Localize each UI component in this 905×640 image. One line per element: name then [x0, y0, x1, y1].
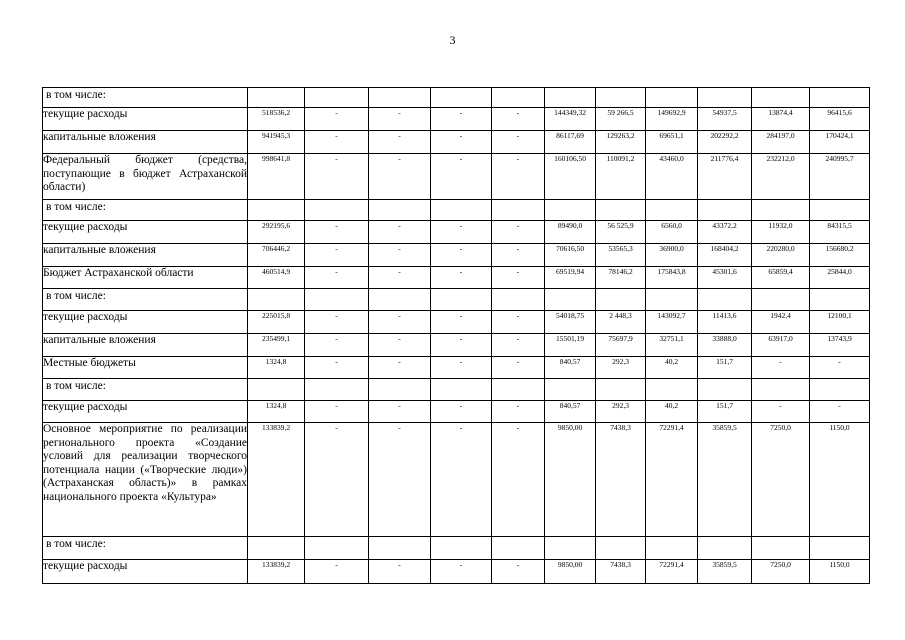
value-cell: 175843,8: [646, 267, 698, 289]
value-cell: 284197,0: [752, 131, 810, 154]
empty-cell: [810, 289, 870, 311]
value-cell: 25844,0: [810, 267, 870, 289]
row-label: текущие расходы: [43, 108, 248, 131]
value-cell: -: [431, 244, 492, 267]
value-cell: 149692,9: [646, 108, 698, 131]
value-cell: 1150,0: [810, 423, 870, 537]
value-cell: -: [810, 401, 870, 423]
empty-cell: [752, 289, 810, 311]
empty-cell: [646, 537, 698, 560]
value-cell: 13874,4: [752, 108, 810, 131]
value-cell: -: [431, 401, 492, 423]
value-cell: 110091,2: [596, 154, 646, 200]
value-cell: 35859,5: [698, 560, 752, 584]
value-cell: -: [431, 131, 492, 154]
value-cell: 11932,0: [752, 221, 810, 244]
empty-cell: [698, 289, 752, 311]
row-label: текущие расходы: [43, 560, 248, 584]
row-label: Федеральный бюджет (средства, поступающие в бюджет Астраханской области): [43, 154, 248, 200]
value-cell: -: [305, 334, 369, 357]
empty-cell: [596, 200, 646, 221]
value-cell: -: [305, 244, 369, 267]
value-cell: 232212,0: [752, 154, 810, 200]
value-cell: 13743,9: [810, 334, 870, 357]
value-cell: -: [492, 334, 545, 357]
value-cell: -: [492, 401, 545, 423]
value-cell: 7250,0: [752, 423, 810, 537]
empty-cell: [810, 537, 870, 560]
empty-cell: [248, 537, 305, 560]
empty-cell: [596, 289, 646, 311]
subheader-label: в том числе:: [43, 88, 248, 108]
empty-cell: [492, 537, 545, 560]
value-cell: -: [492, 108, 545, 131]
table-subheader-row: [43, 537, 870, 560]
value-cell: -: [369, 423, 431, 537]
empty-cell: [810, 200, 870, 221]
value-cell: 59 266,5: [596, 108, 646, 131]
subheader-label: в том числе:: [43, 289, 248, 311]
empty-cell: [248, 88, 305, 108]
value-cell: -: [752, 401, 810, 423]
empty-cell: [545, 88, 596, 108]
value-cell: 156680,2: [810, 244, 870, 267]
empty-cell: [752, 379, 810, 401]
value-cell: 240995,7: [810, 154, 870, 200]
value-cell: -: [492, 221, 545, 244]
value-cell: 2 448,3: [596, 311, 646, 334]
budget-table: [42, 87, 870, 584]
empty-cell: [369, 537, 431, 560]
subheader-label: в том числе:: [43, 379, 248, 401]
value-cell: -: [369, 154, 431, 200]
empty-cell: [492, 200, 545, 221]
value-cell: -: [369, 560, 431, 584]
value-cell: 89490,0: [545, 221, 596, 244]
table-row: [43, 423, 870, 537]
value-cell: 45301,6: [698, 267, 752, 289]
value-cell: -: [369, 401, 431, 423]
row-label: текущие расходы: [43, 311, 248, 334]
value-cell: -: [492, 311, 545, 334]
value-cell: -: [369, 334, 431, 357]
value-cell: -: [431, 560, 492, 584]
value-cell: 998641,8: [248, 154, 305, 200]
value-cell: 72291,4: [646, 560, 698, 584]
table-subheader-row: [43, 200, 870, 221]
value-cell: 86117,69: [545, 131, 596, 154]
row-label: капитальные вложения: [43, 334, 248, 357]
empty-cell: [752, 537, 810, 560]
empty-cell: [248, 379, 305, 401]
empty-cell: [596, 88, 646, 108]
table-subheader-row: [43, 289, 870, 311]
value-cell: 7250,0: [752, 560, 810, 584]
value-cell: 11413,6: [698, 311, 752, 334]
empty-cell: [545, 289, 596, 311]
value-cell: 202292,2: [698, 131, 752, 154]
value-cell: -: [305, 267, 369, 289]
row-label: капитальные вложения: [43, 131, 248, 154]
value-cell: -: [492, 267, 545, 289]
empty-cell: [431, 88, 492, 108]
empty-cell: [698, 200, 752, 221]
value-cell: 170424,1: [810, 131, 870, 154]
value-cell: -: [305, 423, 369, 537]
value-cell: 1324,8: [248, 357, 305, 379]
row-label: Основное мероприятие по реализации регионального проекта «Создание условий для реализации творческого потенциала нации («Творческие люди») (Астраханская область)» в рамках национального проекта «Культура»: [43, 423, 248, 537]
value-cell: 144349,32: [545, 108, 596, 131]
table-row: [43, 357, 870, 379]
value-cell: -: [305, 401, 369, 423]
value-cell: 84315,5: [810, 221, 870, 244]
empty-cell: [646, 289, 698, 311]
value-cell: -: [431, 423, 492, 537]
value-cell: 6560,0: [646, 221, 698, 244]
value-cell: 32751,1: [646, 334, 698, 357]
empty-cell: [431, 289, 492, 311]
value-cell: 70616,50: [545, 244, 596, 267]
value-cell: 151,7: [698, 401, 752, 423]
value-cell: -: [431, 154, 492, 200]
value-cell: -: [369, 131, 431, 154]
table-row: [43, 154, 870, 200]
value-cell: -: [492, 560, 545, 584]
value-cell: -: [431, 108, 492, 131]
value-cell: 220280,0: [752, 244, 810, 267]
value-cell: -: [431, 221, 492, 244]
value-cell: -: [305, 357, 369, 379]
value-cell: 36900,0: [646, 244, 698, 267]
value-cell: -: [752, 357, 810, 379]
value-cell: -: [369, 267, 431, 289]
value-cell: 54937,5: [698, 108, 752, 131]
value-cell: -: [305, 154, 369, 200]
value-cell: 78146,2: [596, 267, 646, 289]
value-cell: -: [431, 267, 492, 289]
value-cell: 292,3: [596, 401, 646, 423]
row-label: текущие расходы: [43, 401, 248, 423]
value-cell: 235499,1: [248, 334, 305, 357]
value-cell: -: [305, 108, 369, 131]
empty-cell: [698, 537, 752, 560]
subheader-label: в том числе:: [43, 200, 248, 221]
value-cell: -: [431, 334, 492, 357]
table-subheader-row: [43, 379, 870, 401]
empty-cell: [431, 200, 492, 221]
table-row: [43, 108, 870, 131]
value-cell: 54018,75: [545, 311, 596, 334]
value-cell: -: [810, 357, 870, 379]
page-number: 3: [449, 33, 456, 47]
row-label: Бюджет Астраханской области: [43, 267, 248, 289]
value-cell: -: [369, 244, 431, 267]
value-cell: 133839,2: [248, 560, 305, 584]
empty-cell: [305, 200, 369, 221]
table-row: [43, 311, 870, 334]
value-cell: 72291,4: [646, 423, 698, 537]
empty-cell: [752, 88, 810, 108]
value-cell: -: [492, 131, 545, 154]
value-cell: 941945,3: [248, 131, 305, 154]
value-cell: 69651,1: [646, 131, 698, 154]
empty-cell: [305, 537, 369, 560]
value-cell: 9850,00: [545, 423, 596, 537]
value-cell: 143092,7: [646, 311, 698, 334]
empty-cell: [248, 200, 305, 221]
value-cell: -: [492, 357, 545, 379]
empty-cell: [545, 537, 596, 560]
table-row: [43, 560, 870, 584]
table-row: [43, 267, 870, 289]
empty-cell: [492, 379, 545, 401]
value-cell: 96415,6: [810, 108, 870, 131]
empty-cell: [545, 379, 596, 401]
empty-cell: [646, 88, 698, 108]
subheader-label: в том числе:: [43, 537, 248, 560]
value-cell: 168404,2: [698, 244, 752, 267]
value-cell: 43460,0: [646, 154, 698, 200]
value-cell: 840,57: [545, 401, 596, 423]
value-cell: 43372,2: [698, 221, 752, 244]
empty-cell: [810, 379, 870, 401]
value-cell: -: [369, 108, 431, 131]
value-cell: -: [492, 423, 545, 537]
empty-cell: [596, 379, 646, 401]
value-cell: 33888,0: [698, 334, 752, 357]
empty-cell: [431, 537, 492, 560]
value-cell: 7438,3: [596, 423, 646, 537]
empty-cell: [492, 289, 545, 311]
empty-cell: [698, 379, 752, 401]
value-cell: -: [305, 221, 369, 244]
value-cell: 518536,2: [248, 108, 305, 131]
table-row: [43, 334, 870, 357]
empty-cell: [646, 379, 698, 401]
value-cell: 9850,00: [545, 560, 596, 584]
value-cell: -: [431, 311, 492, 334]
empty-cell: [492, 88, 545, 108]
value-cell: 56 525,9: [596, 221, 646, 244]
table-row: [43, 221, 870, 244]
value-cell: -: [369, 311, 431, 334]
value-cell: 7438,3: [596, 560, 646, 584]
row-label: Местные бюджеты: [43, 357, 248, 379]
empty-cell: [369, 88, 431, 108]
empty-cell: [752, 200, 810, 221]
value-cell: 151,7: [698, 357, 752, 379]
value-cell: 12100,1: [810, 311, 870, 334]
empty-cell: [305, 379, 369, 401]
value-cell: -: [492, 154, 545, 200]
value-cell: 292,3: [596, 357, 646, 379]
value-cell: 35859,5: [698, 423, 752, 537]
value-cell: 53565,3: [596, 244, 646, 267]
value-cell: -: [305, 560, 369, 584]
value-cell: 40,2: [646, 357, 698, 379]
value-cell: -: [369, 357, 431, 379]
value-cell: 211776,4: [698, 154, 752, 200]
empty-cell: [810, 88, 870, 108]
empty-cell: [646, 200, 698, 221]
empty-cell: [369, 200, 431, 221]
value-cell: 706446,2: [248, 244, 305, 267]
value-cell: -: [492, 244, 545, 267]
value-cell: 1942,4: [752, 311, 810, 334]
empty-cell: [698, 88, 752, 108]
empty-cell: [248, 289, 305, 311]
table-row: [43, 401, 870, 423]
value-cell: -: [305, 311, 369, 334]
empty-cell: [305, 88, 369, 108]
empty-cell: [545, 200, 596, 221]
value-cell: 40,2: [646, 401, 698, 423]
value-cell: -: [431, 357, 492, 379]
empty-cell: [431, 379, 492, 401]
value-cell: 292195,6: [248, 221, 305, 244]
value-cell: 460514,9: [248, 267, 305, 289]
value-cell: 160106,50: [545, 154, 596, 200]
table-row: [43, 131, 870, 154]
value-cell: 840,57: [545, 357, 596, 379]
empty-cell: [369, 289, 431, 311]
value-cell: 1324,8: [248, 401, 305, 423]
value-cell: 69519,94: [545, 267, 596, 289]
table-row: [43, 244, 870, 267]
table-subheader-row: [43, 88, 870, 108]
value-cell: 65859,4: [752, 267, 810, 289]
value-cell: 15501,19: [545, 334, 596, 357]
empty-cell: [305, 289, 369, 311]
empty-cell: [596, 537, 646, 560]
value-cell: 133839,2: [248, 423, 305, 537]
row-label: капитальные вложения: [43, 244, 248, 267]
value-cell: 75697,9: [596, 334, 646, 357]
value-cell: 63917,0: [752, 334, 810, 357]
row-label: текущие расходы: [43, 221, 248, 244]
value-cell: 225015,8: [248, 311, 305, 334]
value-cell: 129263,2: [596, 131, 646, 154]
value-cell: -: [305, 131, 369, 154]
empty-cell: [369, 379, 431, 401]
value-cell: -: [369, 221, 431, 244]
value-cell: 1150,0: [810, 560, 870, 584]
